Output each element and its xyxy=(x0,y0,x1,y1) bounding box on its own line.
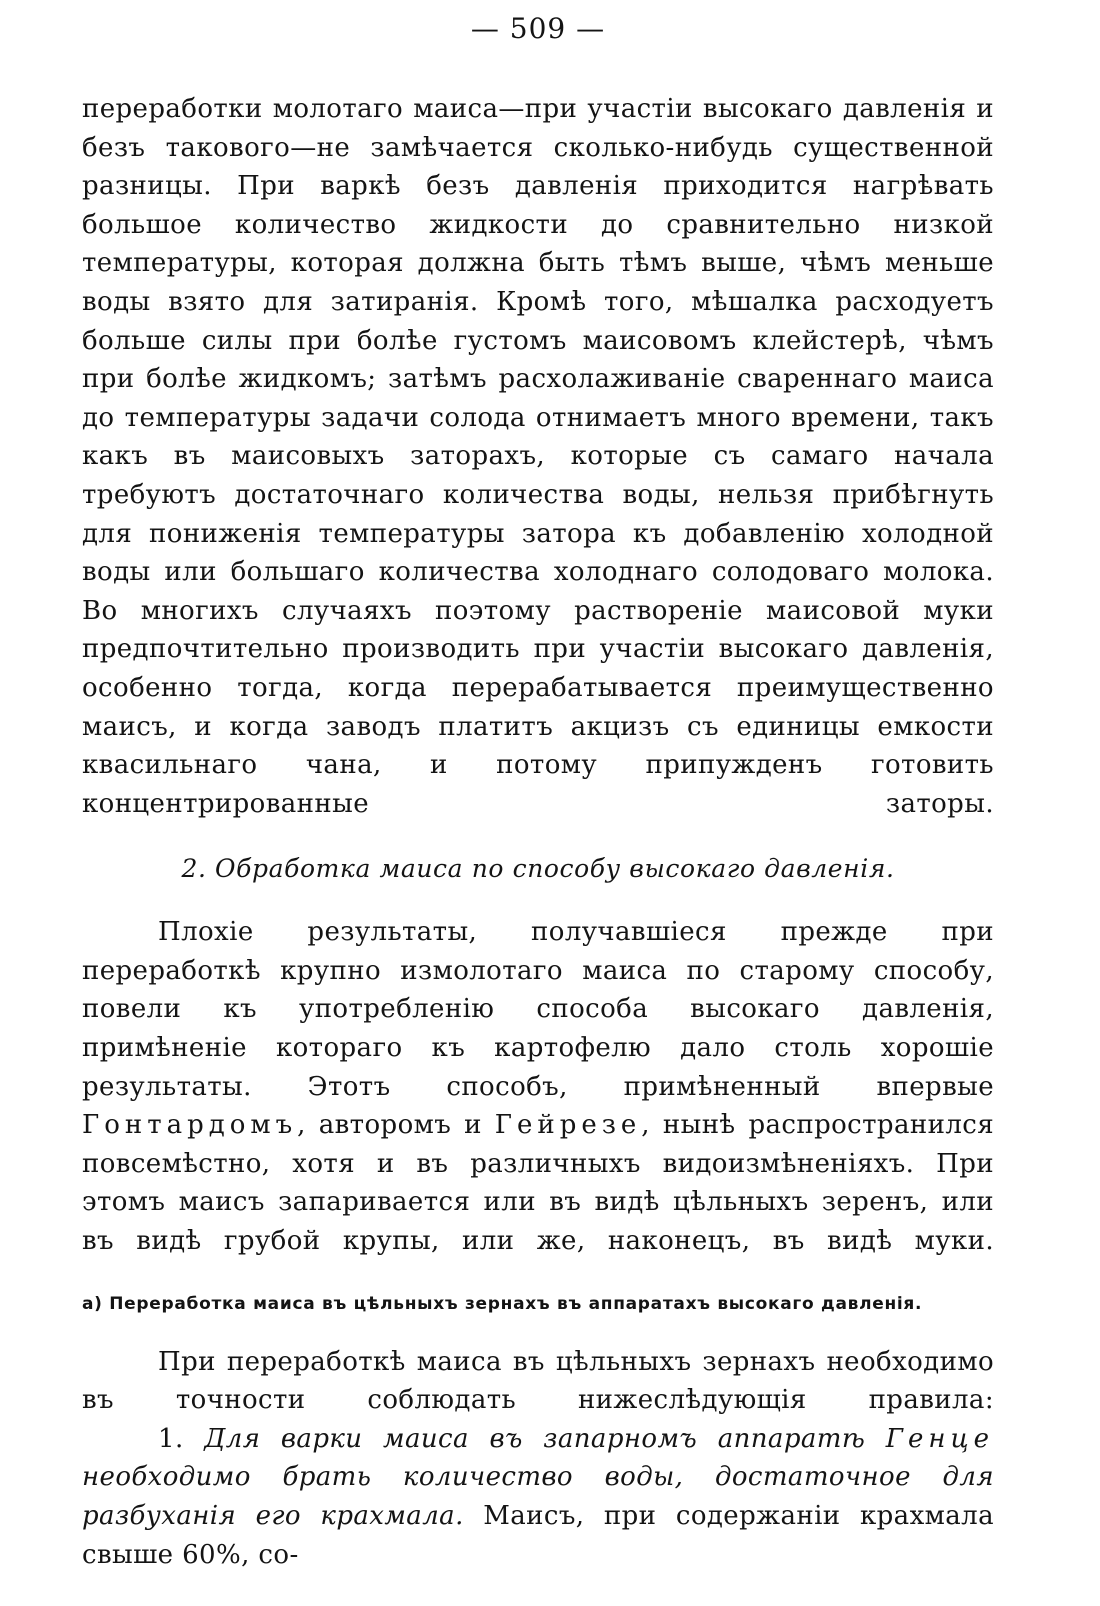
author-name-genze: Генце xyxy=(885,1423,995,1454)
author-name-gontard: Гонтардомъ xyxy=(82,1110,298,1141)
author-name-geyreze: Гейрезе xyxy=(494,1110,642,1141)
paragraph-3: При переработкѣ маиса въ цѣльныхъ зернахъ необходимо въ точности соблюдать нижеслѣдующія правила: xyxy=(82,1346,994,1416)
rule-1-italic-part-1: Для варки маиса въ запарномъ аппаратѣ xyxy=(204,1423,866,1454)
rule-1-italic-part-2: необходимо брать количество воды, достаточное для разбуханія его крахмала. xyxy=(82,1462,994,1531)
paragraph-2-part-3: , нынѣ распространился повсемѣстно, хотя и въ различныхъ видоизмѣненіяхъ. При этомъ маисъ запаривается или въ видѣ цѣльныхъ зеренъ, или въ видѣ грубой крупы, или же, наконецъ, въ видѣ муки. xyxy=(82,1110,995,1257)
subsection-a-title: а) Переработка маиса въ цѣльныхъ зернахъ въ аппаратахъ высокаго давленія. xyxy=(82,1293,923,1314)
paragraph-1: переработки молотаго маиса—при участіи высокаго давленія и безъ такового—не замѣчается сколько-нибудь существенной разницы. При варкѣ безъ давленія приходится нагрѣвать большое количество жидкости до сравнительно низкой температуры, которая должна быть тѣмъ выше, чѣмъ меньше воды взято для затиранія. Кромѣ того, мѣшалка расходуетъ больше силы при болѣе густомъ маисовомъ клейстерѣ, чѣмъ при болѣе жидкомъ; затѣмъ расхолаживаніе свареннаго маиса до температуры задачи солода отнимаетъ много времени, такъ какъ въ маисовыхъ заторахъ, которые съ самаго начала требуютъ достаточнаго количества воды, нельзя прибѣгнуть для пониженія температуры затора къ добавленію холодной воды или большаго количества холоднаго солодоваго молока. Во многихъ случаяхъ поэтому раствореніе маисовой муки предпочтительно производить при участіи высокаго давленія, особенно тогда, когда перерабатывается преимущественно маисъ, и когда заводъ платитъ акцизъ съ единицы емкости квасильнаго чана, и потому припужденъ готовить концентрированные заторы. xyxy=(82,94,994,819)
section-2-title: 2. Обработка маиса по способу высокаго давленія. xyxy=(181,854,895,884)
paragraph-2 xyxy=(82,913,994,1260)
paragraph-2-part-2: , авторомъ и xyxy=(297,1110,495,1141)
rule-1 xyxy=(82,1420,994,1574)
paragraph-2-part-1: Плохіе результаты, получавшіеся прежде при переработкѣ крупно измолотаго маиса по старому способу, повели къ употребленію способа высокаго давленія, примѣненіе котораго къ картофелю дало столь хорошіе результаты. Этотъ способъ, примѣненный впервые xyxy=(82,917,994,1102)
document-page xyxy=(82,12,994,1574)
rule-1-number: 1. xyxy=(158,1423,184,1454)
rule-1-text: Маисъ, при содержаніи крахмала свыше 60%, со- xyxy=(82,1501,994,1570)
page-number: — 509 — xyxy=(470,12,606,45)
